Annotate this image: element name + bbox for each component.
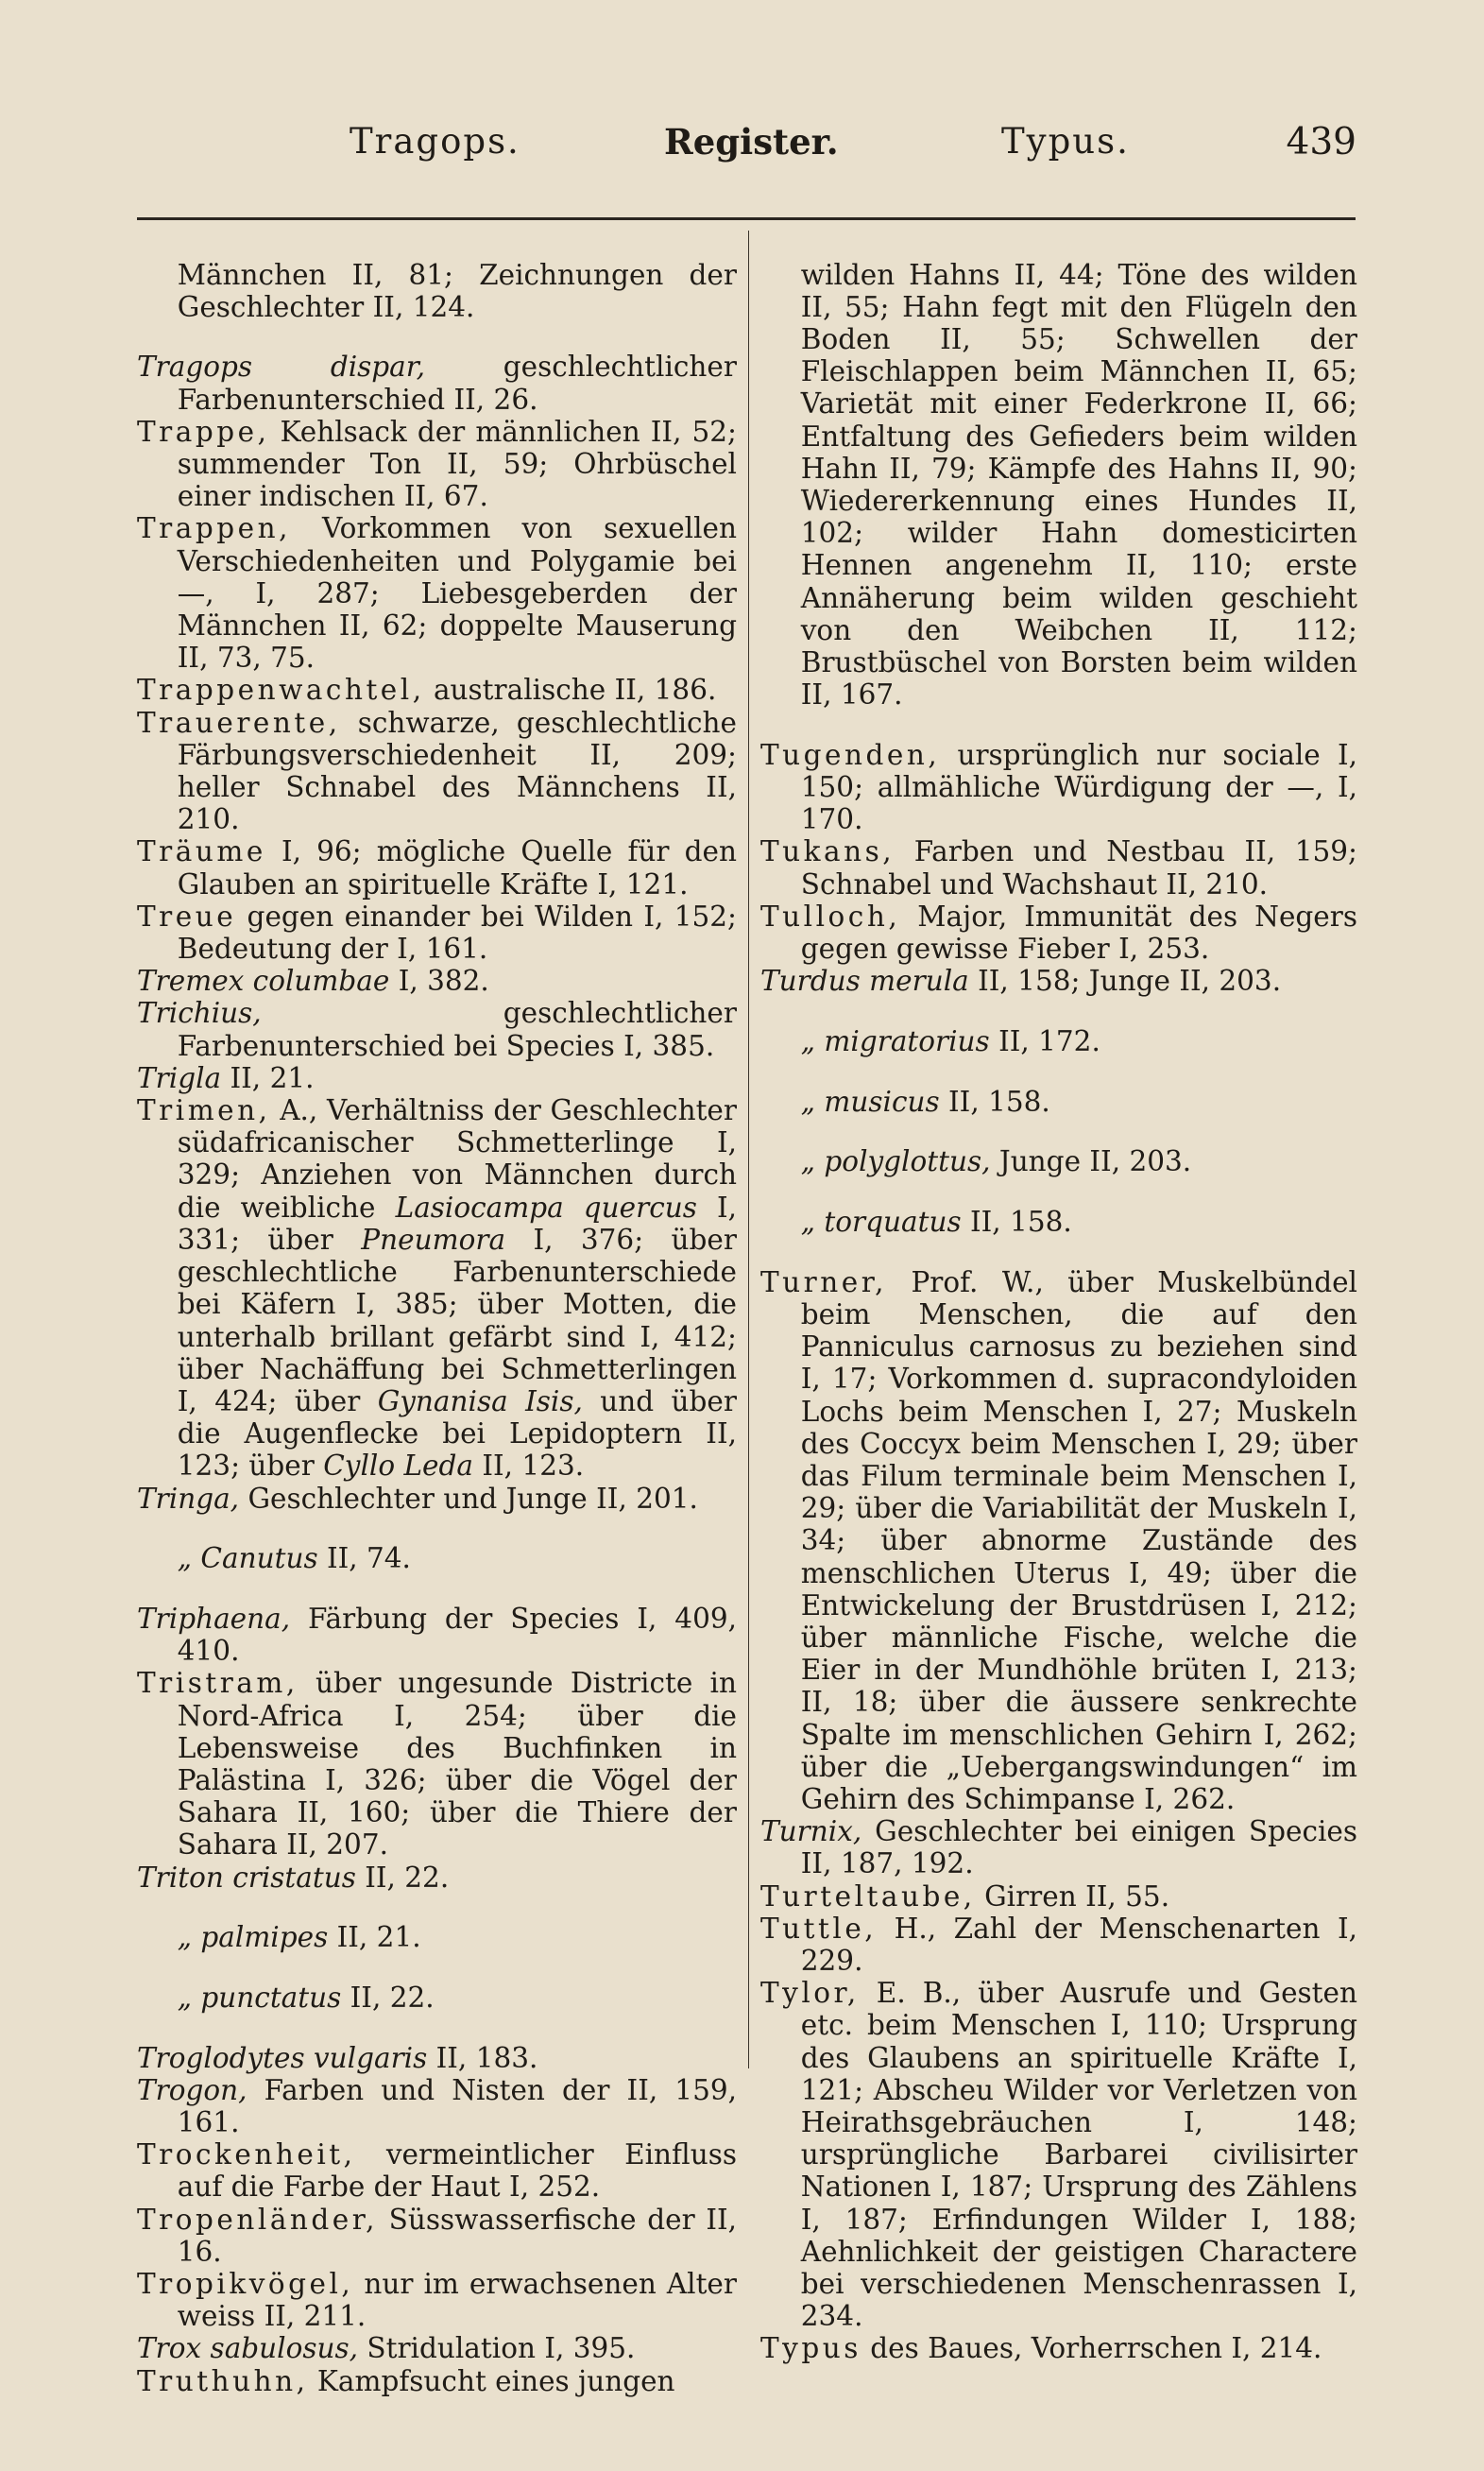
index-entry [760,901,1357,965]
entry-text: Farben und Nestbau II, 159; Schnabel und Wachshaut II, 210. [800,835,1357,901]
entry-headword: Trox sabulosus, [137,2332,359,2365]
entry-text: A., Verhältniss der Geschlechter südafricanischer Schmetterlinge I, 329; Anziehen von Männchen durch die weibliche Lasiocampa quercus I, 331; über Pneumora I, 376; über geschlechtliche Farbenunterschiede bei Käfern I, 385; über Motten, die unterhalb brillant gefärbt sind I, 412; über Nachäffung bei Schmetterlingen I, 424; über Gynanisa Isis, und über die Augenflecke bei Lepidoptern II, 123; über Cyllo Leda II, 123. [177,1094,737,1483]
entry-headword: Tropenländer, [137,2203,378,2236]
entry-headword: „ polyglottus, [800,1145,991,1178]
index-entry [137,707,737,836]
entry-text: II, 22. [355,1861,450,1894]
entry-headword: Tulloch, [760,900,901,933]
entry-text: I, 382. [389,965,489,998]
index-entry [137,1483,737,1515]
entry-text: Major, Immunität des Negers gegen gewisse Fieber I, 253. [800,900,1357,966]
entry-text: geschlechtlicher Farbenunterschied II, 26. [177,351,737,416]
entry-text: Kampfsucht eines jungen [308,2364,675,2397]
index-entry [137,1667,737,1861]
entry-text: des Baues, Vorherrschen I, 214. [861,2332,1322,2365]
entry-text: Vorkommen von sexuellen Verschiedenheiten und Polygamie bei —, I, 287; Liebesgeberden der Männchen II, 62; doppelte Mauserung II, 73, 75. [177,512,737,675]
index-entry [760,1145,1357,1177]
running-head-left: Tragops. [350,121,520,162]
entry-headword: Trappen, [137,512,291,545]
entry-text: geschlechtlicher Farbenunterschied bei Species I, 385. [177,997,737,1062]
index-entry [137,1603,737,1667]
index-entry [137,2365,737,2397]
entry-text: Girren II, 55. [975,1879,1170,1913]
entry-text: über ungesunde Districte in Nord-Africa I, 254; über die Lebensweise des Buchfinken in Palästina I, 326; über die Vögel der Sahara II, 160; über die Thiere der Sahara II, 207. [177,1667,737,1862]
index-entry [137,2332,737,2364]
entry-text: gegen einander bei Wilden I, 152; Bedeutung der I, 161. [177,900,737,966]
index-entry [137,1921,737,1953]
entry-text: II, 172. [989,1024,1100,1057]
index-entry [137,835,737,900]
entry-text: Junge II, 203. [990,1145,1192,1178]
index-entry [760,1206,1357,1238]
entry-headword: „ migratorius [800,1024,990,1057]
index-entry [760,1815,1357,1879]
index-entry [137,901,737,965]
index-entry [137,2074,737,2138]
left-column [137,231,737,2397]
index-entry [137,2268,737,2332]
entry-text: vermeintlicher Einfluss auf die Farbe der Haut I, 252. [177,2138,737,2204]
entry-headword: Trigla [137,1061,222,1094]
column-divider [748,231,749,2068]
entry-headword: „ torquatus [800,1206,962,1239]
entry-headword: Trimen, [137,1094,271,1127]
index-entry [760,1913,1357,1977]
entry-text: Kehlsack der männlichen II, 52; summender Ton II, 59; Ohrbüschel einer indischen II, 67. [177,415,737,513]
entry-headword: „ punctatus [177,1981,342,2014]
entry-text: I, 96; mögliche Quelle für den Glauben an spirituelle Kräfte I, 121. [177,835,737,901]
entry-headword: Turnix, [760,1815,862,1848]
index-entry [760,1266,1357,1815]
entry-headword: Turner, [760,1265,887,1298]
header-rule [137,217,1356,220]
right-column [760,231,1357,2365]
entry-headword: „ musicus [800,1085,940,1118]
index-entry [137,674,737,706]
entry-text: Prof. W., über Muskelbündel beim Menschen, die auf den Panniculus carnosus zu beziehen sind I, 17; Vorkommen d. supracondyloiden Lochs beim Menschen I, 27; Muskeln des Coccyx beim Menschen I, 29; über das Filum terminale beim Menschen I, 29; über die Variabilität der Muskeln I, 34; über abnorme Zustände des menschlichen Uterus I, 49; über die Entwickelung der Brustdrüsen I, 212; über männliche Fische, welche die Eier in der Mundhöhle brüten I, 213; II, 18; über die äussere senkrechte Spalte im menschlichen Gehirn I, 262; über die „Uebergangswindungen“ im Gehirn des Schimpanse I, 262. [800,1265,1357,1816]
entry-text: E. B., über Ausrufe und Gesten etc. beim Menschen I, 110; Ursprung des Glaubens an spirituelle Kräfte I, 121; Abscheu Wilder vor Verletzen von Heirathsgebräuchen I, 148; ursprüngliche Barbarei civilisirter Nationen I, 187; Ursprung des Zählens I, 187; Erfindungen Wilder I, 188; Aehnlichkeit der geistigen Charactere bei verschiedenen Menschenrassen I, 234. [800,1977,1357,2333]
entry-text: II, 158. [939,1085,1050,1118]
entry-text: nur im erwachsenen Alter weiss II, 211. [177,2268,737,2333]
index-entry [137,351,737,415]
entry-text: II, 21. [221,1061,315,1094]
entry-headword: „ Canutus [177,1542,318,1575]
entry-headword: Treue [137,900,237,933]
entry-headword: Truthuhn, [137,2364,309,2397]
entry-headword: Trappe, [137,415,270,448]
index-entry [760,1086,1357,1118]
index-entry [137,1982,737,2014]
entry-headword: „ palmipes [177,1921,329,1954]
entry-headword: Trogon, [137,2073,247,2106]
entry-text: Geschlechter und Junge II, 201. [239,1482,698,1515]
index-entry [137,416,737,513]
entry-headword: Troglodytes vulgaris [137,2041,428,2074]
index-entry [760,1977,1357,2332]
entry-text: II, 158. [961,1206,1072,1239]
index-entry [760,1880,1357,1913]
entry-text: Geschlechter bei einigen Species II, 187, 192. [800,1815,1357,1880]
index-entry [137,2138,737,2203]
entry-headword: Tringa, [137,1482,240,1515]
running-head-right: Typus. [1001,121,1130,162]
page-number: 439 [1286,121,1356,163]
entry-headword: Tragops dispar, [137,351,425,384]
index-entry [137,2204,737,2268]
entry-headword: Turdus merula [760,965,969,998]
index-entry [137,1862,737,1894]
entry-headword: Tugenden, [760,738,941,771]
index-entry [760,835,1357,900]
entry-headword: Trappenwachtel, [137,674,425,707]
entry-headword: Typus [760,2332,861,2365]
index-entry [760,965,1357,997]
index-entry [137,2042,737,2074]
index-entry [137,512,737,674]
entry-headword: Tylor, [760,1977,860,2010]
entry-headword: Trauerente, [137,706,341,739]
running-head-center: Register. [664,121,839,163]
entry-text: II, 22. [341,1981,435,2014]
entry-text: ursprünglich nur sociale I, 150; allmähliche Würdigung der —, I, 170. [800,738,1357,836]
entry-headword: Tukans, [760,835,896,868]
entry-text: Farben und Nisten der II, 159, 161. [177,2073,737,2139]
entry-headword: Tristram, [137,1667,299,1700]
entry-text: schwarze, geschlechtliche Färbungsverschiedenheit II, 209; heller Schnabel des Männchens II, 210. [177,706,737,836]
index-entry [760,1025,1357,1057]
index-entry [760,2332,1357,2364]
entry-headword: Trockenheit, [137,2138,356,2171]
entry-text: II, 21. [328,1921,421,1954]
index-entry [137,965,737,997]
index-entry [760,739,1357,836]
entry-headword: Trichius, [137,997,262,1030]
index-entry: Männchen II, 81; Zeichnungen der Geschlechter II, 124. [177,258,737,323]
index-entry [137,1062,737,1094]
entry-headword: Tropikvögel, [137,2268,354,2301]
entry-headword: Träume [137,835,266,868]
index-entry [137,997,737,1061]
entry-headword: Tremex columbae [137,965,390,998]
entry-text: H., Zahl der Menschenarten I, 229. [800,1912,1357,1978]
entry-text: Süsswasserfische der II, 16. [177,2203,737,2268]
index-entry: wilden Hahns II, 44; Töne des wilden II, 55; Hahn fegt mit den Flügeln den Boden II, 55; Schwellen der Fleischlappen beim Männchen II, 65; Varietät mit einer Federkrone II, 66; Entfaltung des Gefieders beim wilden Hahn II, 79; Kämpfe des Hahns II, 90; Wiedererkennung eines Hundes II, 102; wilder Hahn domesticirten Hennen angenehm II, 110; erste Annäherung beim wilden geschieht von den Weibchen II, 112; Brustbüschel von Borsten beim wilden II, 167. [800,258,1357,712]
index-entry [137,1542,737,1574]
entry-headword: Tuttle, [760,1912,878,1945]
entry-text: Stridulation I, 395. [358,2332,636,2365]
entry-headword: Triphaena, [137,1602,291,1635]
running-head [137,121,1356,178]
index-entry [137,1094,737,1482]
entry-text: II, 158; Junge II, 203. [968,965,1282,998]
entry-headword: Turteltaube, [760,1879,976,1913]
entry-text: II, 183. [427,2041,538,2074]
entry-text: Färbung der Species I, 409, 410. [177,1602,737,1668]
entry-text: II, 74. [317,1542,411,1575]
entry-headword: Triton cristatus [137,1861,356,1894]
entry-text: australische II, 186. [424,674,717,707]
